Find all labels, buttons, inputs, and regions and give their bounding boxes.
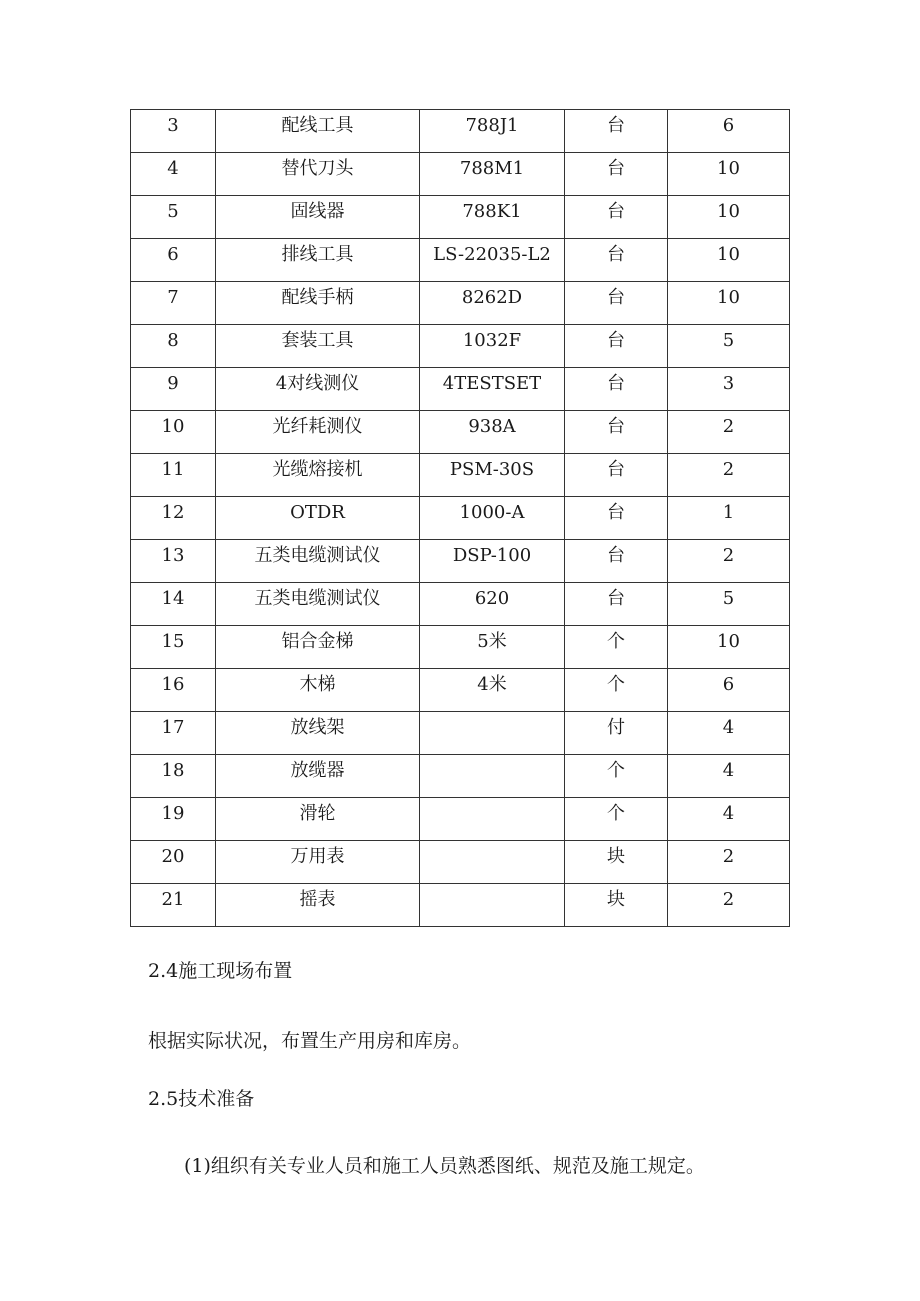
cell-qty: 10	[668, 282, 790, 325]
cell-name: 万用表	[216, 841, 420, 884]
cell-qty: 4	[668, 798, 790, 841]
cell-unit: 台	[565, 282, 668, 325]
cell-model	[420, 884, 565, 927]
cell-model	[420, 755, 565, 798]
cell-no: 4	[131, 153, 216, 196]
cell-name: 五类电缆测试仪	[216, 583, 420, 626]
cell-model	[420, 712, 565, 755]
table-row	[131, 626, 790, 669]
cell-qty: 3	[668, 368, 790, 411]
cell-name: 铝合金梯	[216, 626, 420, 669]
cell-name: 放线架	[216, 712, 420, 755]
cell-unit: 个	[565, 626, 668, 669]
cell-name: 放缆器	[216, 755, 420, 798]
cell-unit: 个	[565, 669, 668, 712]
cell-qty: 2	[668, 454, 790, 497]
table-row	[131, 153, 790, 196]
cell-no: 12	[131, 497, 216, 540]
cell-model: DSP-100	[420, 540, 565, 583]
cell-unit: 台	[565, 153, 668, 196]
cell-no: 9	[131, 368, 216, 411]
section-2-5-item-1: (1)组织有关专业人员和施工人员熟悉图纸、规范及施工规定。	[184, 1155, 705, 1177]
cell-unit: 台	[565, 110, 668, 153]
cell-unit: 台	[565, 239, 668, 282]
table-row	[131, 540, 790, 583]
cell-qty: 10	[668, 196, 790, 239]
table-row	[131, 583, 790, 626]
cell-model	[420, 841, 565, 884]
cell-unit: 个	[565, 755, 668, 798]
cell-no: 8	[131, 325, 216, 368]
cell-model: 8262D	[420, 282, 565, 325]
cell-no: 11	[131, 454, 216, 497]
cell-no: 13	[131, 540, 216, 583]
cell-no: 7	[131, 282, 216, 325]
cell-qty: 6	[668, 110, 790, 153]
cell-name: 套装工具	[216, 325, 420, 368]
cell-qty: 6	[668, 669, 790, 712]
cell-name: 配线手柄	[216, 282, 420, 325]
cell-model: LS-22035-L2	[420, 239, 565, 282]
cell-no: 21	[131, 884, 216, 927]
cell-model: 4米	[420, 669, 565, 712]
table-row	[131, 755, 790, 798]
cell-qty: 1	[668, 497, 790, 540]
cell-unit: 台	[565, 540, 668, 583]
table-row	[131, 325, 790, 368]
cell-name: 4对线测仪	[216, 368, 420, 411]
cell-name: 木梯	[216, 669, 420, 712]
cell-unit: 台	[565, 497, 668, 540]
equipment-table	[130, 109, 790, 927]
cell-unit: 台	[565, 411, 668, 454]
cell-no: 18	[131, 755, 216, 798]
cell-unit: 台	[565, 196, 668, 239]
cell-unit: 块	[565, 841, 668, 884]
cell-qty: 5	[668, 325, 790, 368]
equipment-table-body	[131, 110, 790, 927]
cell-model: 788J1	[420, 110, 565, 153]
cell-unit: 块	[565, 884, 668, 927]
cell-name: 替代刀头	[216, 153, 420, 196]
cell-qty: 10	[668, 239, 790, 282]
table-row	[131, 282, 790, 325]
cell-name: 光纤耗测仪	[216, 411, 420, 454]
cell-no: 16	[131, 669, 216, 712]
cell-no: 20	[131, 841, 216, 884]
table-row	[131, 110, 790, 153]
cell-no: 10	[131, 411, 216, 454]
table-row	[131, 669, 790, 712]
cell-name: 光缆熔接机	[216, 454, 420, 497]
cell-unit: 台	[565, 325, 668, 368]
cell-name: 排线工具	[216, 239, 420, 282]
cell-model: 1000-A	[420, 497, 565, 540]
cell-name: 配线工具	[216, 110, 420, 153]
cell-no: 15	[131, 626, 216, 669]
table-row	[131, 497, 790, 540]
cell-model: 788M1	[420, 153, 565, 196]
cell-qty: 5	[668, 583, 790, 626]
table-row	[131, 239, 790, 282]
cell-model: 1032F	[420, 325, 565, 368]
cell-model: 620	[420, 583, 565, 626]
cell-qty: 10	[668, 626, 790, 669]
cell-name: 摇表	[216, 884, 420, 927]
table-row	[131, 884, 790, 927]
cell-qty: 4	[668, 755, 790, 798]
cell-qty: 2	[668, 540, 790, 583]
cell-no: 14	[131, 583, 216, 626]
cell-unit: 台	[565, 368, 668, 411]
cell-no: 5	[131, 196, 216, 239]
cell-name: 五类电缆测试仪	[216, 540, 420, 583]
cell-name: 固线器	[216, 196, 420, 239]
cell-name: OTDR	[216, 497, 420, 540]
cell-unit: 台	[565, 454, 668, 497]
cell-name: 滑轮	[216, 798, 420, 841]
cell-model: 4TESTSET	[420, 368, 565, 411]
cell-model: 5米	[420, 626, 565, 669]
cell-no: 19	[131, 798, 216, 841]
table-row	[131, 454, 790, 497]
section-2-5-heading: 2.5技术准备	[148, 1088, 255, 1110]
cell-no: 3	[131, 110, 216, 153]
cell-model: PSM-30S	[420, 454, 565, 497]
cell-model: 788K1	[420, 196, 565, 239]
table-row	[131, 841, 790, 884]
cell-unit: 个	[565, 798, 668, 841]
table-row	[131, 411, 790, 454]
cell-unit: 台	[565, 583, 668, 626]
cell-model	[420, 798, 565, 841]
cell-qty: 4	[668, 712, 790, 755]
cell-qty: 2	[668, 411, 790, 454]
cell-no: 17	[131, 712, 216, 755]
cell-qty: 2	[668, 884, 790, 927]
cell-model: 938A	[420, 411, 565, 454]
section-2-4-heading: 2.4施工现场布置	[148, 960, 293, 982]
cell-qty: 10	[668, 153, 790, 196]
table-row	[131, 196, 790, 239]
cell-no: 6	[131, 239, 216, 282]
cell-qty: 2	[668, 841, 790, 884]
table-row	[131, 712, 790, 755]
section-2-4-text: 根据实际状况，布置生产用房和库房。	[148, 1030, 472, 1052]
table-row	[131, 368, 790, 411]
table-row	[131, 798, 790, 841]
cell-unit: 付	[565, 712, 668, 755]
